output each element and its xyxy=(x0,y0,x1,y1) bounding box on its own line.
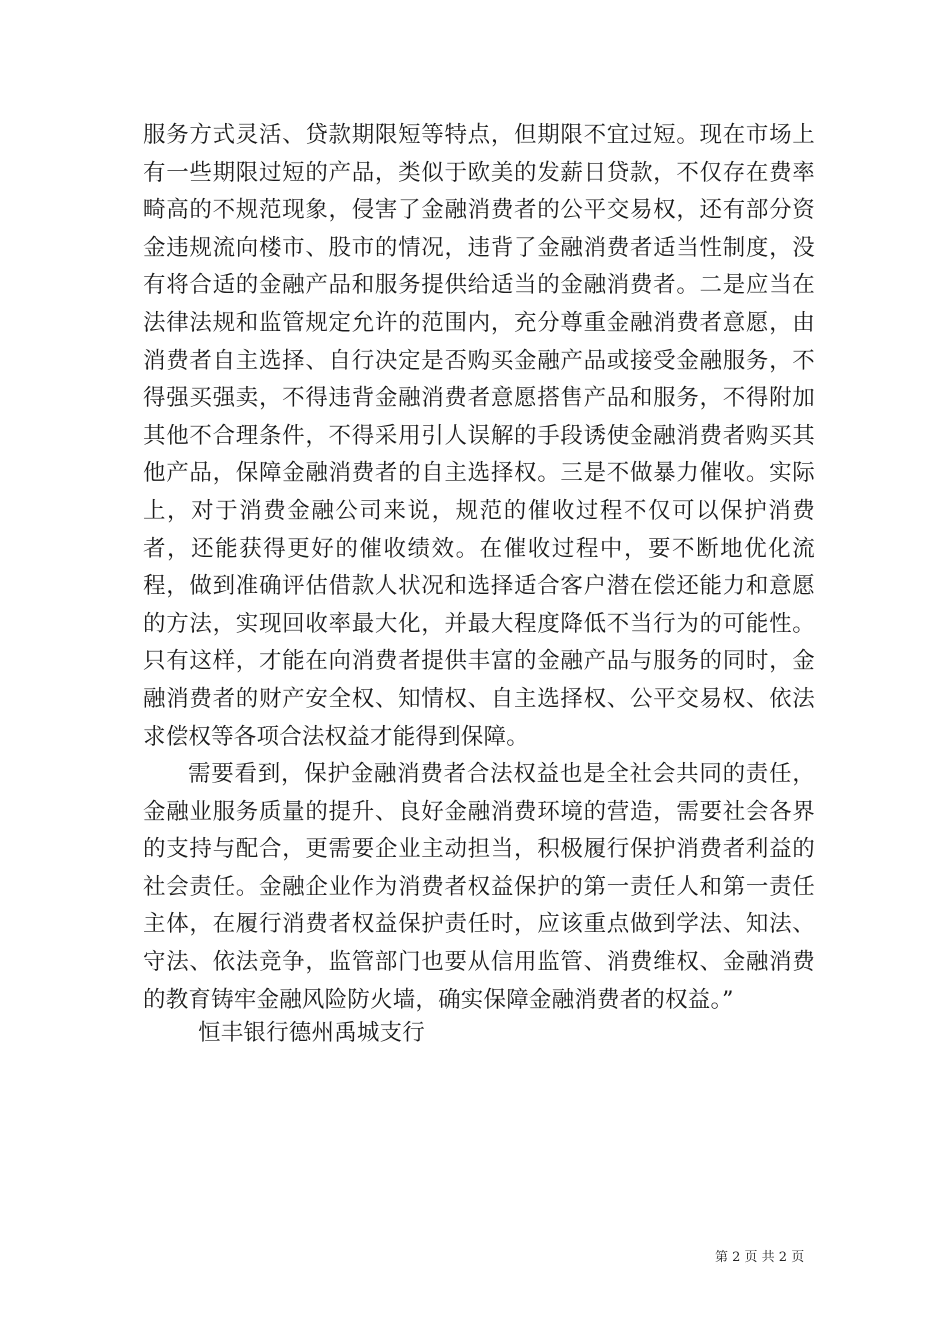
document-body xyxy=(143,117,815,1019)
page-number-footer: 第 2 页 共 2 页 xyxy=(715,1250,805,1265)
signature-line: 恒丰银行德州禹城支行 xyxy=(198,1020,426,1046)
paragraph-continued: 服务方式灵活、贷款期限短等特点，但期限不宜过短。现在市场上有一些期限过短的产品，类似于欧美的发薪日贷款，不仅存在费率畸高的不规范现象，侵害了金融消费者的公平交易权，还有部分资金违规流向楼市、股市的情况，违背了金融消费者适当性制度，没有将合适的金融产品和服务提供给适当的金融消费者。二是应当在法律法规和监管规定允许的范围内，充分尊重金融消费者意愿，由消费者自主选择、自行决定是否购买金融产品或接受金融服务，不得强买强卖，不得违背金融消费者意愿搭售产品和服务，不得附加其他不合理条件，不得采用引人误解的手段诱使金融消费者购买其他产品，保障金融消费者的自主选择权。三是不做暴力催收。实际上，对于消费金融公司来说，规范的催收过程不仅可以保护消费者，还能获得更好的催收绩效。在催收过程中，要不断地优化流程，做到准确评估借款人状况和选择适合客户潜在偿还能力和意愿的方法，实现回收率最大化，并最大程度降低不当行为的可能性。只有这样，才能在向消费者提供丰富的金融产品与服务的同时，金融消费者的财产安全权、知情权、自主选择权、公平交易权、依法求偿权等各项合法权益才能得到保障。 xyxy=(143,122,815,750)
paragraph-responsibility: 需要看到，保护金融消费者合法权益也是全社会共同的责任，金融业服务质量的提升、良好金融消费环境的营造，需要社会各界的支持与配合，更需要企业主动担当，积极履行保护消费者利益的社会责任。金融企业作为消费者权益保护的第一责任人和第一责任主体，在履行消费者权益保护责任时，应该重点做到学法、知法、守法、依法竞争，监管部门也要从信用监管、消费维权、金融消费的教育铸牢金融风险防火墙，确实保障金融消费者的权益。” xyxy=(143,761,815,1013)
